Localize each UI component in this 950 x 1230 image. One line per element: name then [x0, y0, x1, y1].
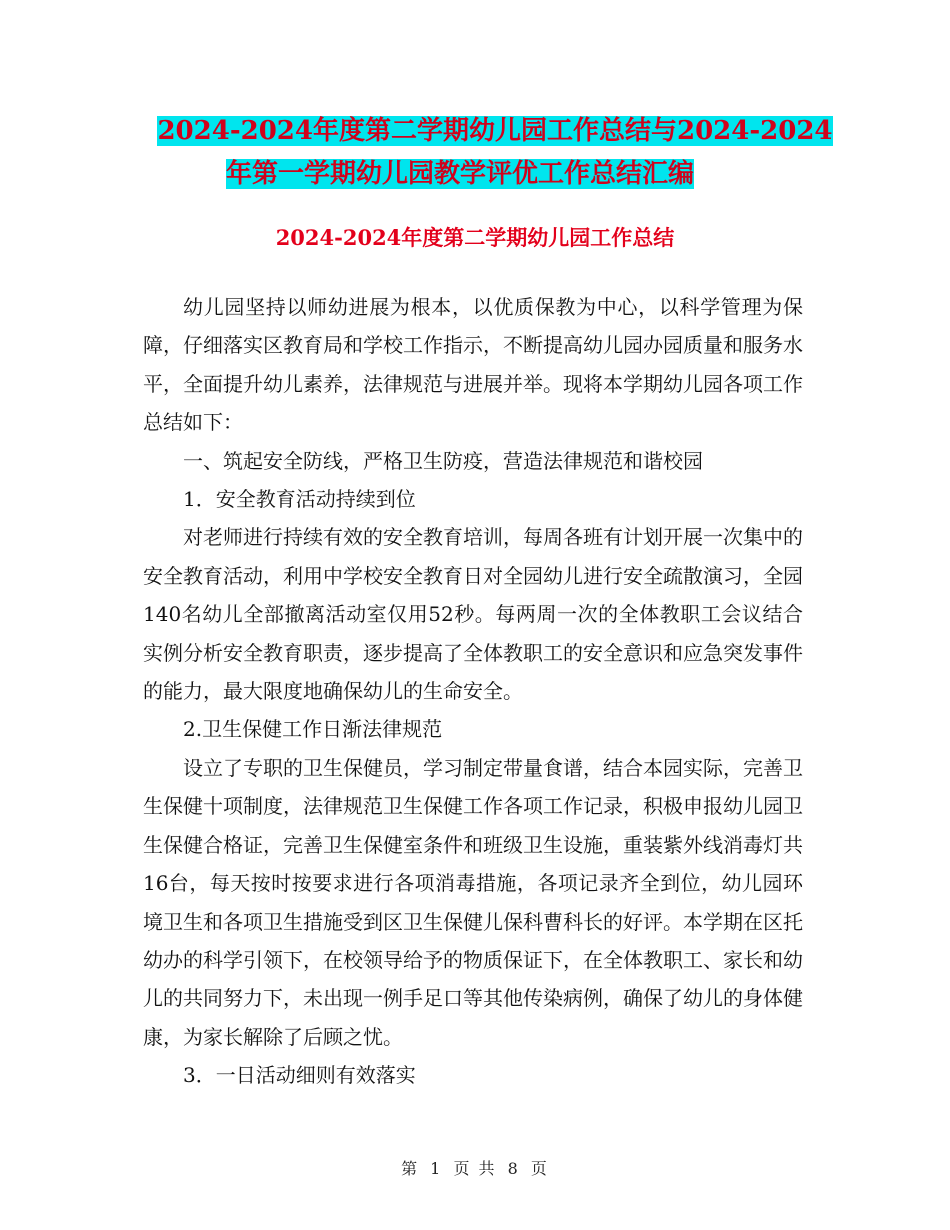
document-title-line-1 [20, 112, 950, 150]
footer-suffix: 页 [530, 1159, 549, 1178]
paragraph-health-care: 设立了专职的卫生保健员，学习制定带量食谱，结合本园实际，完善卫生保健十项制度，法律规范卫生保健工作各项工作记录，积极申报幼儿园卫生保健合格证，完善卫生保健室条件和班级卫生设施，重装紫外线消毒灯共16台，每天按时按要求进行各项消毒措施，各项记录齐全到位，幼儿园环境卫生和各项卫生措施受到区卫生保健儿保科曹科长的好评。本学期在区托幼办的科学引领下，在校领导给予的物质保证下，在全体教职工、家长和幼儿的共同努力下，未出现一例手足口等其他传染病例，确保了幼儿的身体健康，为家长解除了后顾之忧。 [143, 755, 803, 1049]
heading-part-one: 一、筑起安全防线，严格卫生防疫，营造法律规范和谐校园 [183, 448, 703, 473]
document-body [143, 288, 803, 1095]
paragraph-safety-education: 对老师进行持续有效的安全教育培训，每周各班有计划开展一次集中的安全教育活动，利用中学校安全教育日对全园幼儿进行安全疏散演习，全园140名幼儿全部撤离活动室仅用52秒。每两周一次的全体教职工会议结合实例分析安全教育职责，逐步提高了全体教职工的安全意识和应急突发事件的能力，最大限度地确保幼儿的生命安全。 [143, 525, 803, 704]
footer-total-pages: 8 [507, 1159, 520, 1178]
footer-page-number: 1 [430, 1159, 443, 1178]
title-highlight-1: 2024-2024年度第二学期幼儿园工作总结与2024-2024 [157, 116, 833, 146]
heading-item-2: 2.卫生保健工作日渐法律规范 [183, 717, 443, 742]
footer-prefix: 第 [401, 1159, 420, 1178]
heading-item-3: 3．一日活动细则有效落实 [183, 1063, 416, 1088]
section-title: 2024-2024年度第二学期幼儿园工作总结 [275, 225, 675, 250]
title-highlight-2: 年第一学期幼儿园教学评优工作总结汇编 [225, 159, 694, 189]
page-footer [0, 1156, 950, 1179]
heading-item-1: 1．安全教育活动持续到位 [183, 487, 416, 512]
paragraph-intro: 幼儿园坚持以师幼进展为根本，以优质保教为中心，以科学管理为保障，仔细落实区教育局和学校工作指示，不断提高幼儿园办园质量和服务水平，全面提升幼儿素养，法律规范与进展并举。现将本学期幼儿园各项工作总结如下： [143, 295, 803, 435]
document-title-line-2 [0, 155, 935, 193]
footer-middle: 页 共 [453, 1159, 497, 1178]
